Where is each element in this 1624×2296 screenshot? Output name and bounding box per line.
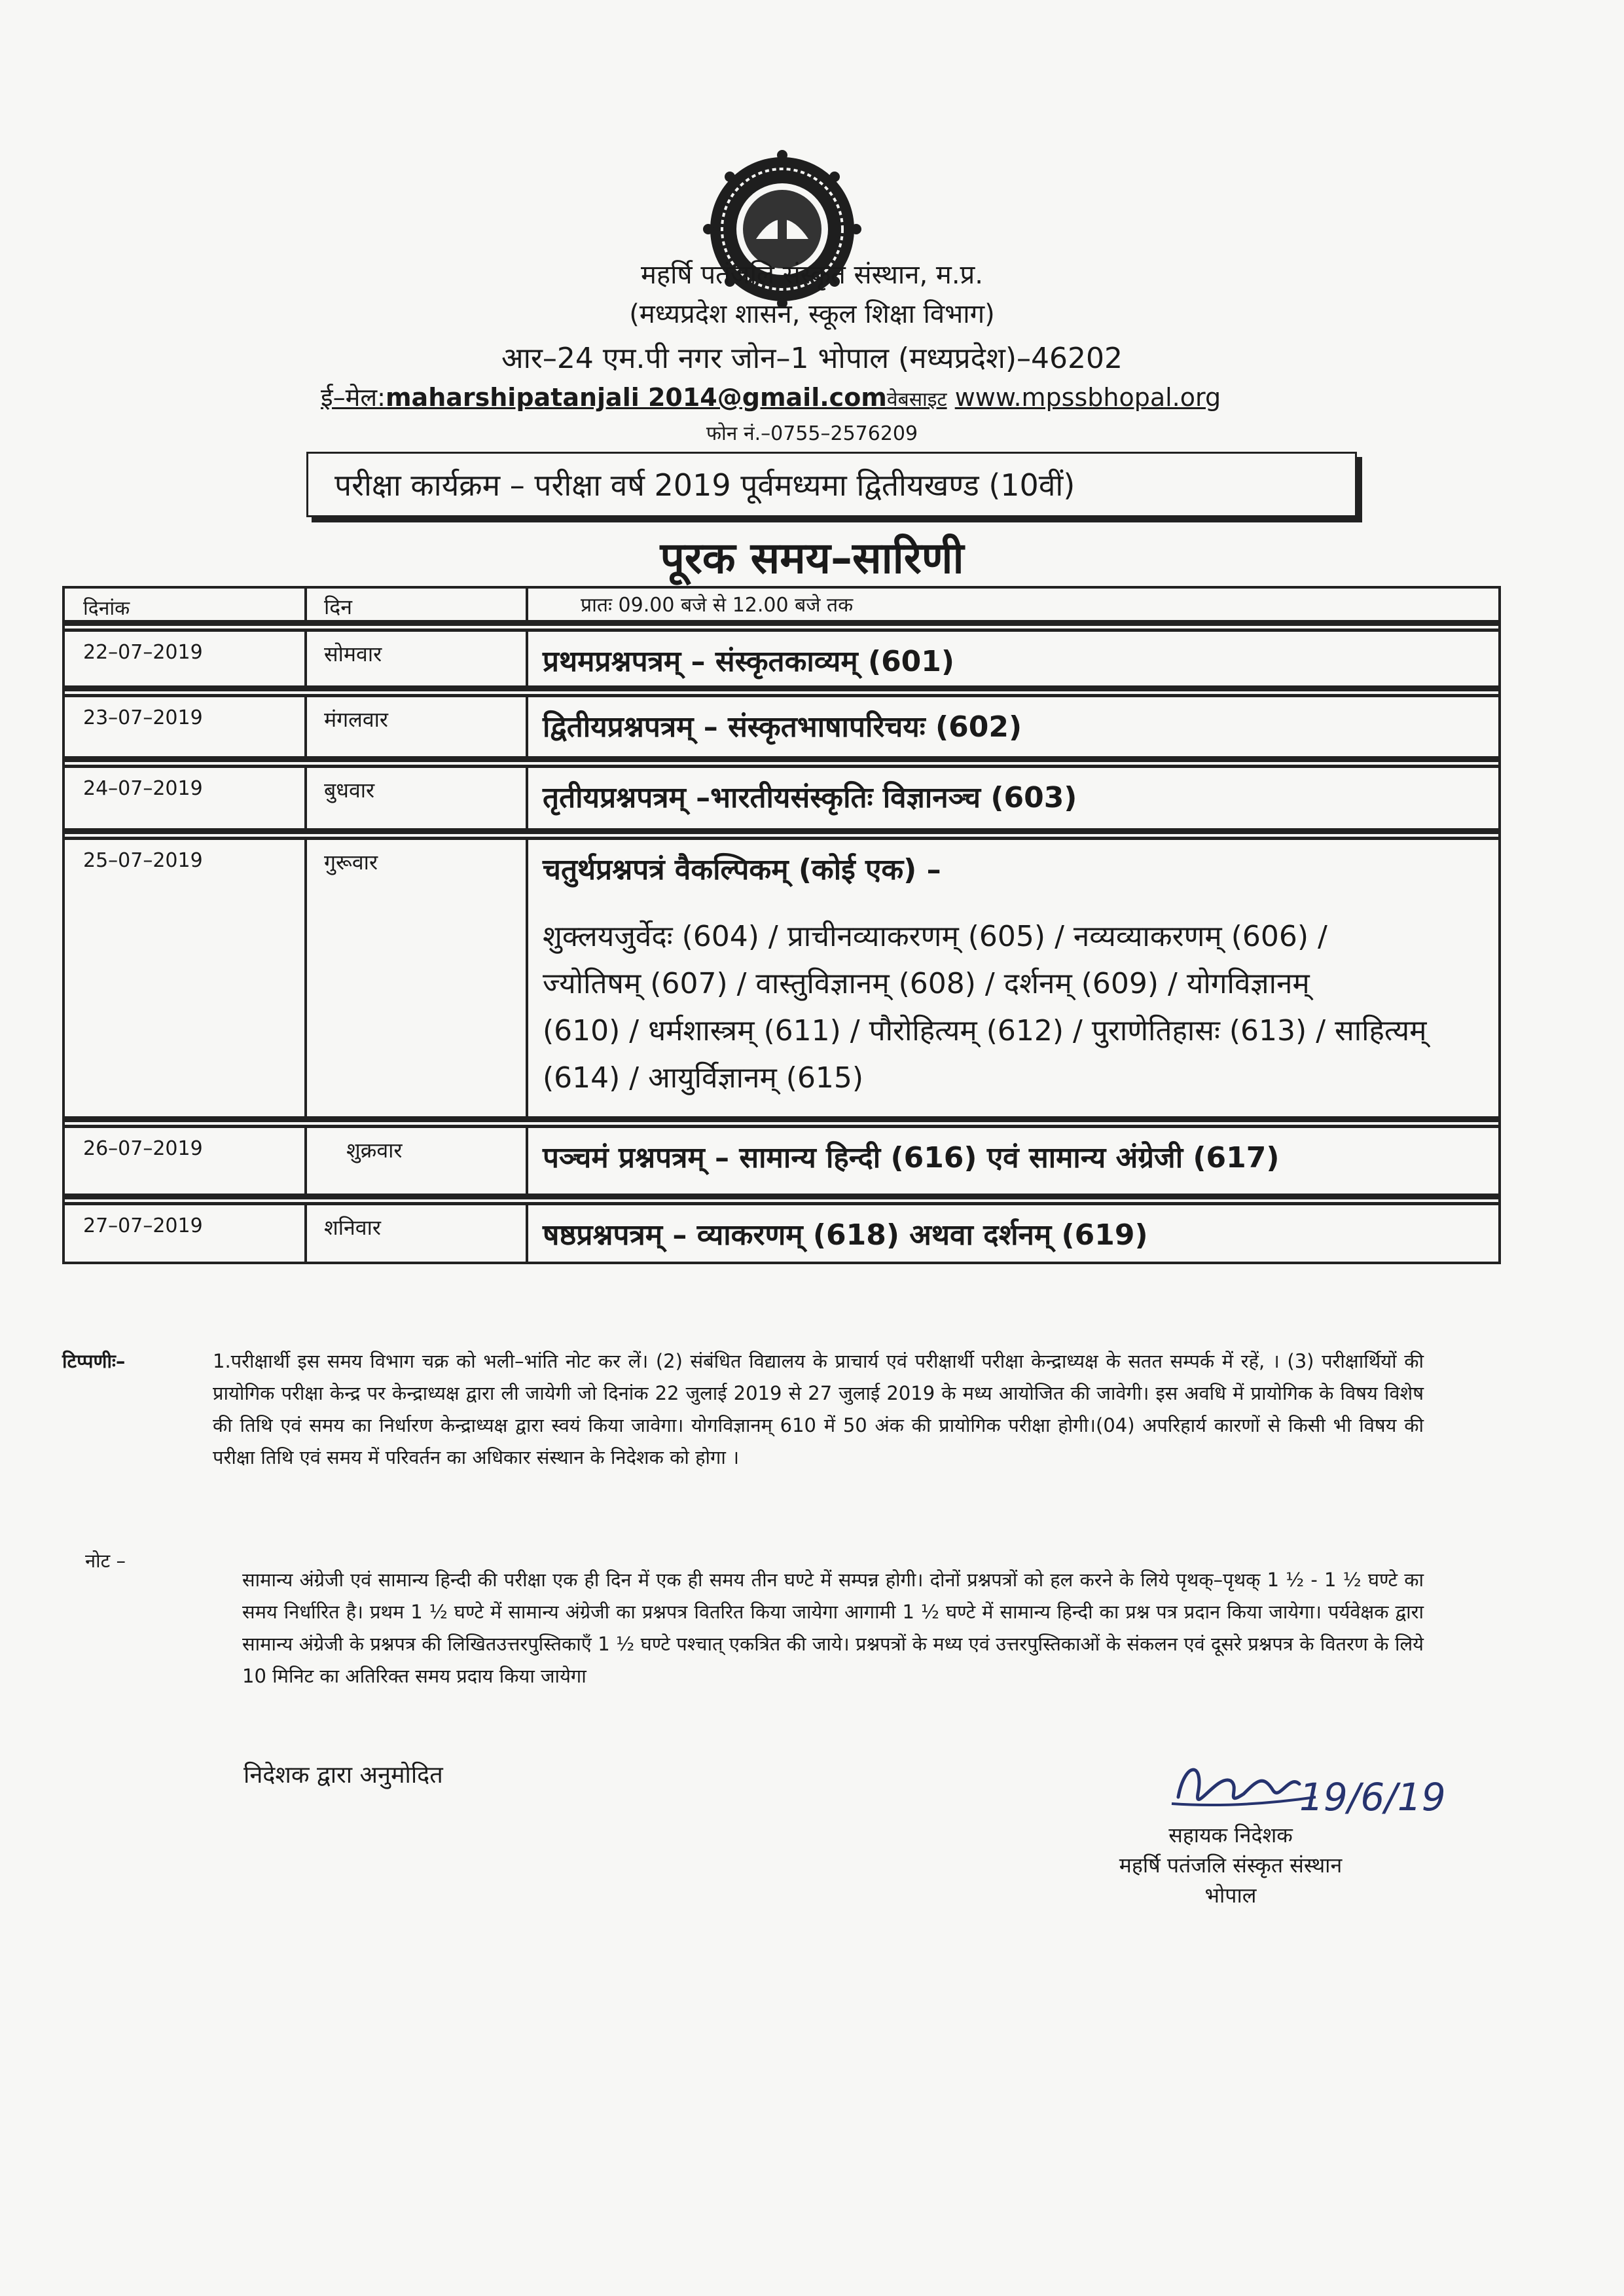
table-row xyxy=(65,623,1498,688)
table-header-row xyxy=(65,589,1498,623)
row-date: 27–07–2019 xyxy=(65,1205,307,1262)
header-day: दिन xyxy=(307,589,528,620)
row-subject: चतुर्थप्रश्नपत्रं वैकल्पिकम् (कोई एक) – शुक्लयजुर्वेदः (604) / प्राचीनव्याकरणम् (605) / नव्यव्याकरणम् (606) / ज्योतिषम् (607) / वास्तुविज्ञानम् (608) / दर्शनम् (609) / योगविज्ञानम् (610) / धर्मशास्त्रम् (611) / पौरोहित्यम् (612) / पुराणेतिहासः (613) / साहित्यम् (614) / आयुर्विज्ञानम् (615) xyxy=(543,853,1427,1095)
program-title-box xyxy=(306,452,1357,517)
website-link[interactable]: www.mpssbhopal.org xyxy=(954,383,1221,412)
header-time: प्रातः 09.00 बजे से 12.00 बजे तक xyxy=(581,594,854,617)
row-date: 24–07–2019 xyxy=(65,768,307,828)
svg-text:19/6/19: 19/6/19 xyxy=(1299,1775,1446,1819)
exam-timetable xyxy=(62,586,1501,1264)
note-text: सामान्य अंग्रेजी एवं सामान्य हिन्दी की परीक्षा एक ही दिन में एक ही समय तीन घण्टे में सम्पन्न होगी। दोनों प्रश्नपत्रों को हल करने के लिये पृथक्–पृथक् 1 ½ - 1 ½ घण्टे का समय निर्धारित है। प्रथम 1 ½ घण्टे में सामान्य अंग्रेजी का प्रश्नपत्र वितरित किया जायेगा आगामी 1 ½ घण्टे में सामान्य हिन्दी का प्रश्न पत्र प्रदान किया जायेगा। पर्यवेक्षक द्वारा सामान्य अंग्रेजी के प्रश्नपत्र की लिखितउत्तरपुस्तिकाएँ 1 ½ घण्टे पश्चात् एकत्रित की जाये। प्रश्नपत्रों के मध्य एवं उत्तरपुस्तिकाओं के संकलन एवं दूसरे प्रश्नपत्र के वितरण के लिये 10 मिनिट का अतिरिक्त समय प्रदाय किया जायेगा xyxy=(242,1569,1424,1687)
website-label: वेबसाइट xyxy=(886,388,947,411)
handwritten-signature xyxy=(1159,1735,1446,1833)
main-title: पूरक समय–सारिणी xyxy=(660,533,964,583)
row-day: गुरूवार xyxy=(307,840,528,1116)
table-row xyxy=(65,831,1498,1119)
row-date: 25–07–2019 xyxy=(65,840,307,1116)
approved-by-director: निदेशक द्वारा अनुमोदित xyxy=(244,1762,443,1789)
row-subject: द्वितीयप्रश्नपत्रम् – संस्कृतभाषापरिचयः (602) xyxy=(543,710,1022,744)
table-row xyxy=(65,759,1498,831)
table-row xyxy=(65,1119,1498,1196)
table-row xyxy=(65,688,1498,759)
email-label: ई–मेल: xyxy=(321,383,386,412)
signatory-block xyxy=(1074,1820,1388,1910)
row-subject: षष्ठप्रश्नपत्रम् – व्याकरणम् (618) अथवा दर्शनम् (619) xyxy=(543,1218,1148,1252)
row-day: सोमवार xyxy=(307,632,528,685)
remarks-label: टिप्पणीः– xyxy=(62,1350,126,1372)
row-day: शुक्रवार xyxy=(307,1128,528,1194)
signatory-institution: महर्षि पतंजलि संस्कृत संस्थान xyxy=(1119,1853,1343,1878)
institute-name: महर्षि पतंजलि संस्कृत संस्थान, म.प्र. xyxy=(640,260,984,290)
row-subject: तृतीयप्रश्नपत्रम् –भारतीयसंस्कृतिः विज्ञानञ्च (603) xyxy=(543,781,1077,814)
remarks-section xyxy=(62,1345,1424,1474)
row-date: 22–07–2019 xyxy=(65,632,307,685)
program-title: परीक्षा कार्यक्रम – परीक्षा वर्ष 2019 पूर्वमध्यमा द्वितीयखण्ड (10वीं) xyxy=(334,467,1075,503)
header-date: दिनांक xyxy=(65,589,307,620)
note-section xyxy=(85,1545,1424,1711)
row-subject: प्रथमप्रश्नपत्रम् – संस्कृतकाव्यम् (601) xyxy=(543,645,955,678)
email-link[interactable]: maharshipatanjali 2014@gmail.com xyxy=(385,383,887,412)
note-label: नोट – xyxy=(85,1550,126,1572)
institute-department: (मध्यप्रदेश शासन, स्कूल शिक्षा विभाग) xyxy=(629,299,995,329)
row-day: बुधवार xyxy=(307,768,528,828)
table-row xyxy=(65,1196,1498,1262)
row-day: मंगलवार xyxy=(307,697,528,756)
row-date: 23–07–2019 xyxy=(65,697,307,756)
row-day: शनिवार xyxy=(307,1205,528,1262)
contact-line xyxy=(321,380,1303,414)
signatory-designation: सहायक निदेशक xyxy=(1168,1823,1293,1848)
institute-address: आर–24 एम.पी नगर जोन–1 भोपाल (मध्यप्रदेश)–46202 xyxy=(501,342,1123,375)
remarks-text: 1.परीक्षार्थी इस समय विभाग चक्र को भली–भांति नोट कर लें। (2) संबंधित विद्यालय के प्राचार्य एवं परीक्षार्थी परीक्षा केन्द्राध्यक्ष के सतत सम्पर्क में रहें, । (3) परीक्षार्थियों की प्रायोगिक परीक्षा केन्द्र पर केन्द्राध्यक्ष द्वारा ली जायेगी जो दिनांक 22 जुलाई 2019 से 27 जुलाई 2019 के मध्य आयोजित की जावेगी। इस अवधि में प्रायोगिक के विषय विशेष की तिथि एवं समय का निर्धारण केन्द्राध्यक्ष द्वारा स्वयं किया जावेगा। योगविज्ञानम् 610 में 50 अंक की प्रायोगिक परीक्षा होगी।(04) अपरिहार्य कारणों से किसी भी विषय की परीक्षा तिथि एवं समय में परिवर्तन का अधिकार संस्थान के निदेशक को होगा । xyxy=(213,1350,1424,1468)
phone-number: फोन नं.–0755–2576209 xyxy=(706,422,918,445)
row-subject: पञ्चमं प्रश्नपत्रम् – सामान्य हिन्दी (616) एवं सामान्य अंग्रेजी (617) xyxy=(543,1141,1280,1175)
row-date: 26–07–2019 xyxy=(65,1128,307,1194)
signatory-city: भोपाल xyxy=(1204,1883,1257,1908)
